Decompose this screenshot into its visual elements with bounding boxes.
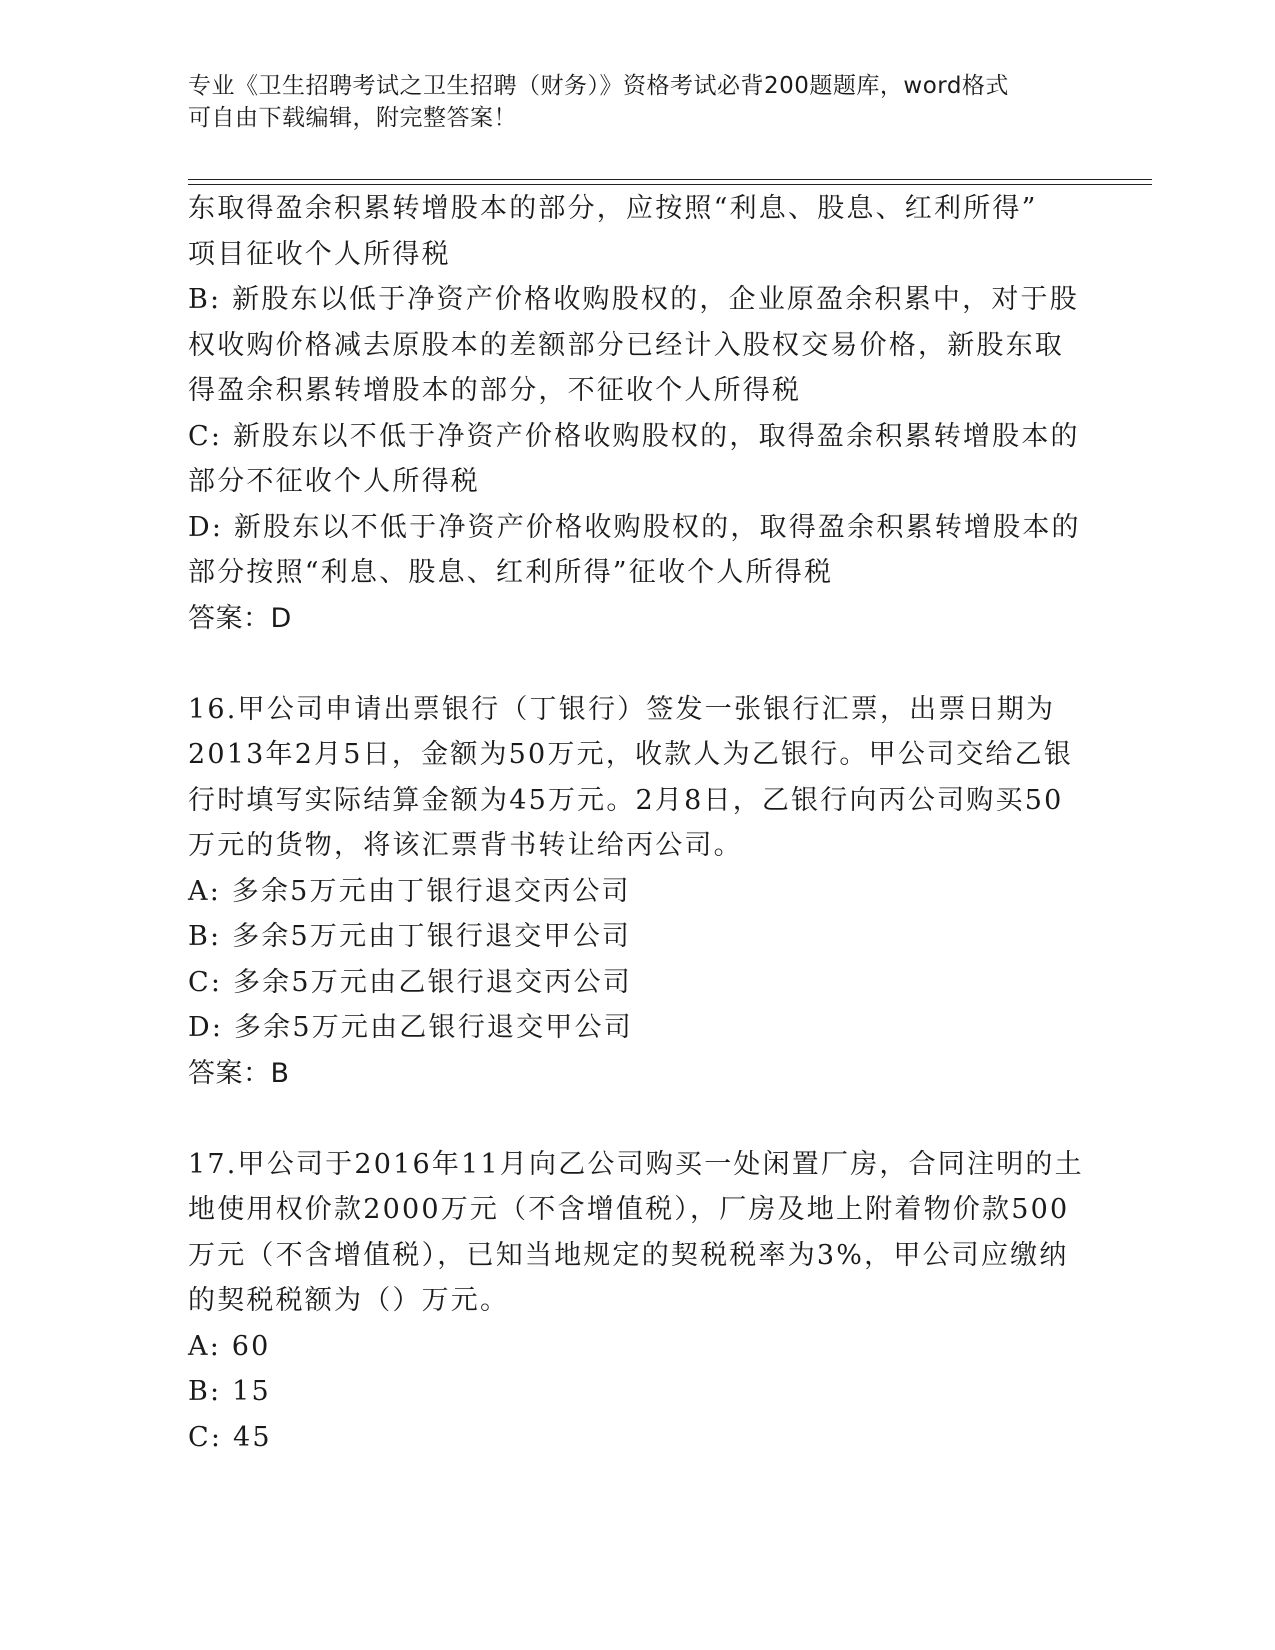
question-text-line: 东取得盈余积累转增股本的部分，应按照“利息、股息、红利所得” — [188, 193, 1038, 224]
question-stem-line: 行时填写实际结算金额为45万元。2月8日，乙银行向丙公司购买50 — [188, 784, 1064, 816]
option-a: A: 60 — [188, 1330, 271, 1362]
question-stem-line: 16.甲公司申请出票银行（丁银行）签发一张银行汇票，出票日期为 — [188, 693, 1056, 725]
header-line: 可自由下载编辑，附完整答案！ — [188, 105, 517, 131]
document-header — [188, 70, 1088, 134]
option-d-line: 部分按照“利息、股息、红利所得”征收个人所得税 — [188, 557, 834, 588]
question-16 — [188, 687, 1088, 1097]
answer-label: 答案：D — [188, 602, 292, 634]
option-c-line: C: 新股东以不低于净资产价格收购股权的，取得盈余积累转增股本的 — [188, 420, 1080, 452]
option-b: B: 15 — [188, 1376, 271, 1407]
question-text-line: 项目征收个人所得税 — [188, 238, 451, 270]
option-b-line: 得盈余积累转增股本的部分，不征收个人所得税 — [188, 375, 802, 406]
question-stem-line: 17.甲公司于2016年11月向乙公司购买一处闲置厂房，合同注明的土 — [188, 1148, 1084, 1180]
header-divider — [188, 184, 1152, 185]
option-b-line: B: 新股东以低于净资产价格收购股权的，企业原盈余积累中，对于股 — [188, 284, 1079, 315]
option-c: C: 45 — [188, 1421, 272, 1453]
option-a: A: 多余5万元由丁银行退交丙公司 — [188, 875, 631, 907]
option-b-line: 权收购价格减去原股本的差额部分已经计入股权交易价格，新股东取 — [188, 329, 1064, 361]
question-stem-line: 万元（不含增值税），已知当地规定的契税税率为3%，甲公司应缴纳 — [188, 1239, 1069, 1271]
question-15-continuation — [188, 186, 1088, 641]
header-divider — [188, 179, 1152, 180]
option-b: B: 多余5万元由丁银行退交甲公司 — [188, 921, 632, 952]
option-d: D: 多余5万元由乙银行退交甲公司 — [188, 1012, 633, 1043]
answer-label: 答案：B — [188, 1057, 290, 1089]
question-stem-line: 地使用权价款2000万元（不含增值税），厂房及地上附着物价款500 — [188, 1194, 1070, 1225]
question-stem-line: 的契税税额为（）万元。 — [188, 1285, 510, 1316]
question-stem-line: 2013年2月5日，金额为50万元，收款人为乙银行。甲公司交给乙银 — [188, 739, 1074, 770]
question-17 — [188, 1142, 1088, 1461]
option-d-line: D: 新股东以不低于净资产价格收购股权的，取得盈余积累转增股本的 — [188, 511, 1081, 543]
option-c: C: 多余5万元由乙银行退交丙公司 — [188, 966, 632, 998]
header-line: 专业《卫生招聘考试之卫生招聘（财务）》资格考试必背200题题库，word格式 — [188, 73, 1009, 99]
question-stem-line: 万元的货物，将该汇票背书转让给丙公司。 — [188, 830, 743, 861]
document-body — [188, 186, 1088, 1460]
option-c-line: 部分不征收个人所得税 — [188, 466, 480, 497]
